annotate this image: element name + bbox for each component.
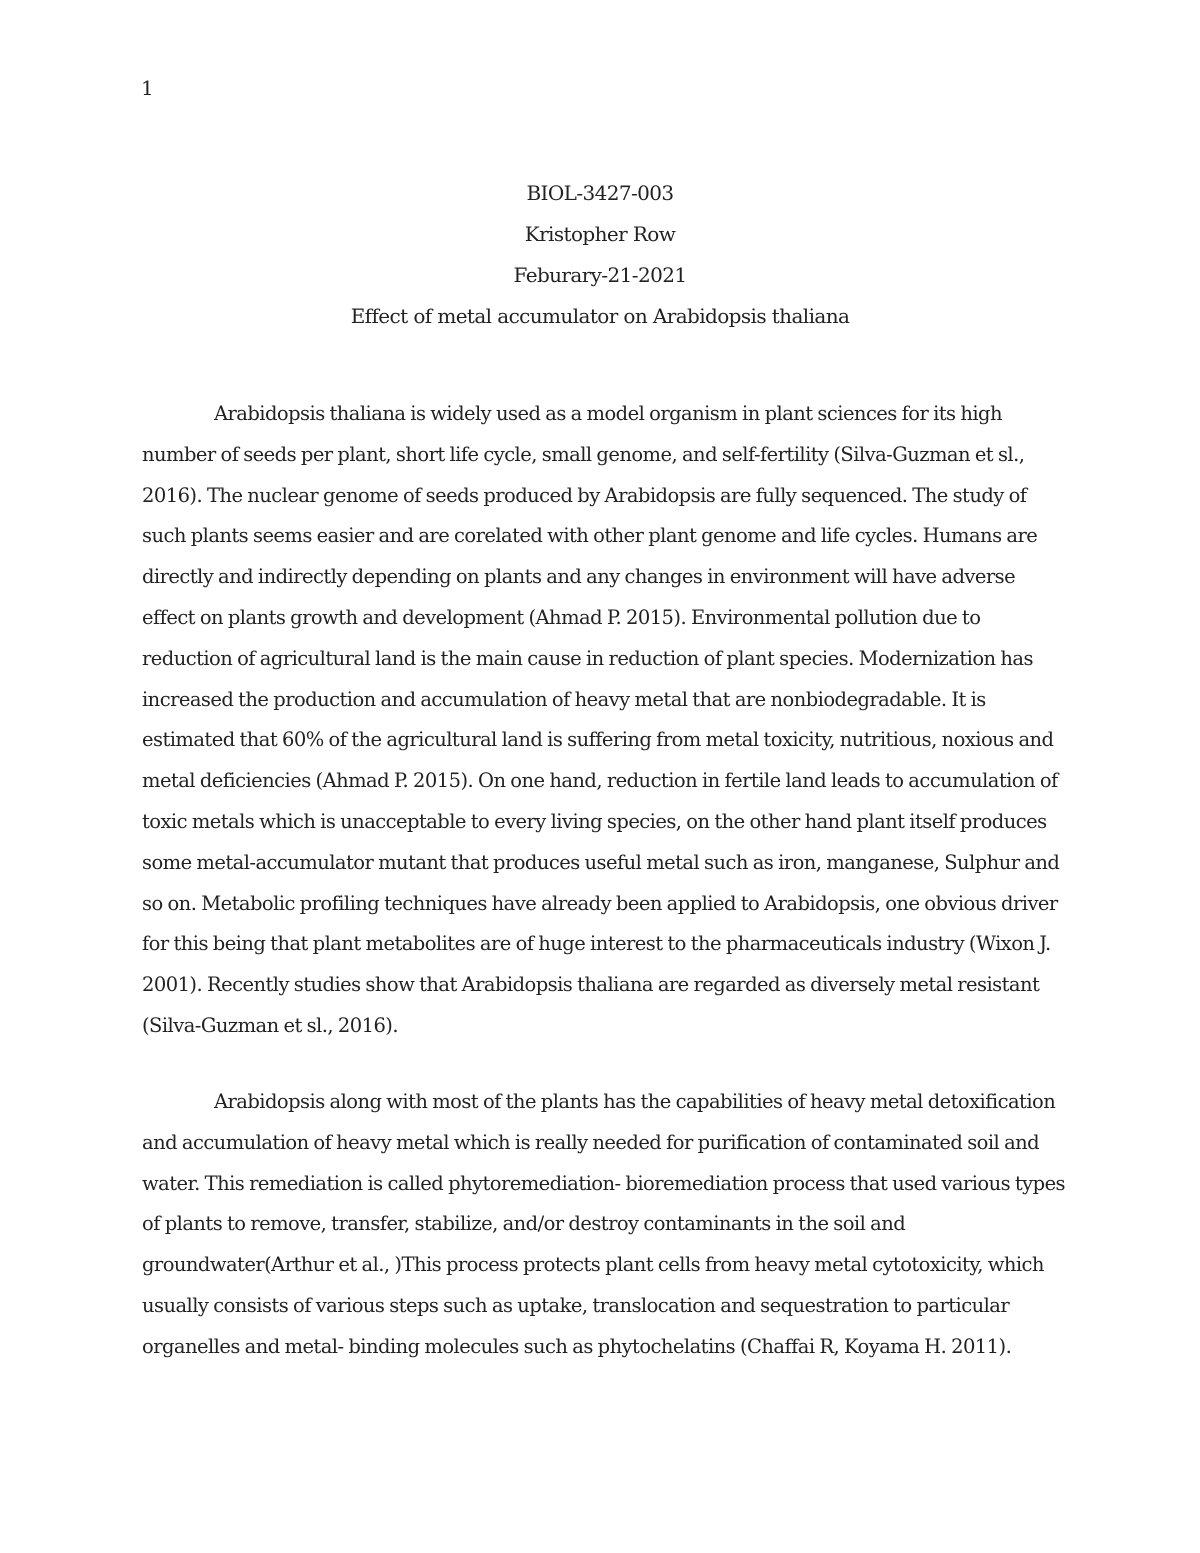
course-code: BIOL-3427-003 [526, 181, 674, 205]
document-date: Feburary-21-2021 [513, 263, 687, 287]
author-name: Kristopher Row [524, 222, 676, 246]
document-title: Effect of metal accumulator on Arabidopsis thaliana [350, 304, 850, 328]
paragraph-2: Arabidopsis along with most of the plants has the capabilities of heavy metal detoxification and accumulation of heavy metal which is really needed for purification of contaminated soil and water. This remediation is called phytoremediation- bioremediation process that used various types of plants to remove, transfer, stabilize, and/or destroy contaminants in the soil and groundwater(Arthur et al., )This process protects plant cells from heavy metal cytotoxicity, which usually consists of various steps such as uptake, translocation and sequestration to particular organelles and metal- binding molecules such as phytochelatins (Chaffai R, Koyama H. 2011). [142, 1090, 1066, 1358]
document-header [0, 179, 1200, 343]
page-number: 1 [141, 76, 154, 100]
paragraph-1: Arabidopsis thaliana is widely used as a model organism in plant sciences for its high number of seeds per plant, short life cycle, small genome, and self-fertility (Silva-Guzman et sl., 2016). The nuclear genome of seeds produced by Arabidopsis are fully sequenced. The study of such plants seems easier and are corelated with other plant genome and life cycles. Humans are directly and indirectly depending on plants and any changes in environment will have adverse effect on plants growth and development (Ahmad P. 2015). Environmental pollution due to reduction of agricultural land is the main cause in reduction of plant species. Modernization has increased the production and accumulation of heavy metal that are nonbiodegradable. It is estimated that 60% of the agricultural land is suffering from metal toxicity, nutritious, noxious and metal deficiencies (Ahmad P. 2015). On one hand, reduction in fertile land leads to accumulation of toxic metals which is unacceptable to every living species, on the other hand plant itself produces some metal-accumulator mutant that produces useful metal such as iron, manganese, Sulphur and so on. Metabolic profiling techniques have already been applied to Arabidopsis, one obvious driver for this being that plant metabolites are of huge interest to the pharmaceuticals industry (Wixon J. 2001). Recently studies show that Arabidopsis thaliana are regarded as diversely metal resistant (Silva-Guzman et sl., 2016). [142, 402, 1060, 1037]
